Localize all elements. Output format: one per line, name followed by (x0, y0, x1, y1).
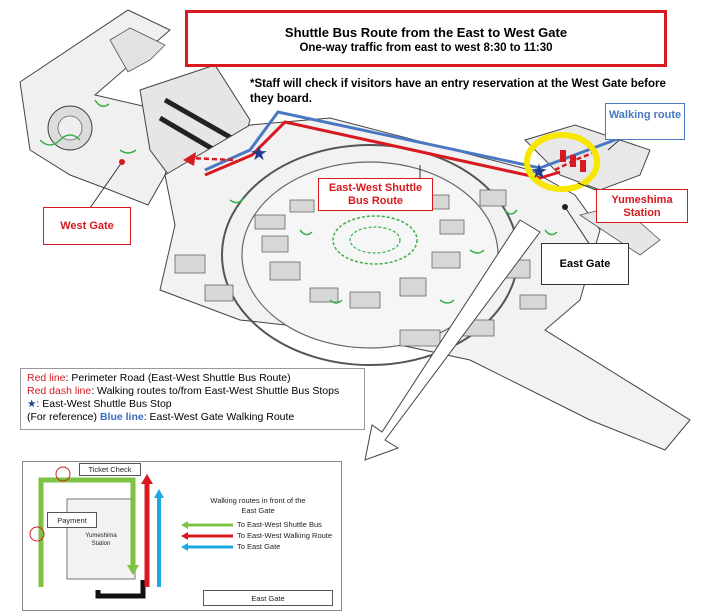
east-gate-dot (562, 204, 568, 210)
bus-stop-star-west: ★ (250, 141, 268, 165)
legend-red-line-text: : Perimeter Road (East-West Shuttle Bus Route) (65, 372, 291, 384)
inset-heading-text-2: East Gate (241, 506, 275, 515)
staff-note: *Staff will check if visitors have an entry reservation at the West Gate before they board. (250, 78, 666, 105)
legend-bus-stop (27, 398, 358, 411)
yumeshima-station-label (596, 189, 688, 223)
payment-text: Payment (57, 516, 87, 525)
east-gate-text: East Gate (559, 258, 611, 270)
legend-bus-stop-text: : East-West Shuttle Bus Stop (36, 398, 172, 410)
title-panel (185, 10, 667, 67)
inset-station-label (73, 532, 129, 548)
inset-station-text-1: Yumeshima (85, 533, 117, 539)
west-gate-text: West Gate (60, 220, 114, 232)
inset-black-route (98, 580, 143, 596)
bus-stop-star-east: ★ (530, 159, 548, 183)
inset-walking-heading (193, 496, 323, 516)
yumeshima-text-1: Yumeshima (611, 194, 673, 206)
walking-route-text: Walking route (608, 109, 682, 121)
inset-heading-text-1: Walking routes in front of the (210, 496, 306, 505)
legend-red-dash (27, 385, 358, 398)
east-gate-inset (22, 461, 342, 611)
legend-red-dash-key: Red dash line (27, 385, 92, 397)
inset-station-text-2: Station (91, 541, 111, 547)
shuttle-route-text-2: Bus Route (348, 195, 403, 207)
page-title: Shuttle Bus Route from the East to West Gate (284, 25, 568, 40)
west-gate-label (43, 207, 131, 245)
inset-red-arrowhead (141, 474, 153, 484)
west-round-building-inner (58, 116, 82, 140)
east-gate-label (541, 243, 629, 285)
legend-red-dash-text: : Walking routes to/from East-West Shuttle Bus Stops (91, 385, 340, 397)
ticket-check-label (79, 463, 141, 476)
ticket-check-text: Ticket Check (88, 465, 132, 474)
inset-legend-cyan-head (181, 543, 188, 551)
shuttle-route-label (318, 178, 433, 211)
inset-route-east-gate: To East Gate (237, 542, 281, 551)
walking-route-label (605, 103, 685, 140)
legend (20, 368, 365, 430)
inset-legend-red-head (181, 532, 188, 540)
legend-blue-line (27, 411, 358, 424)
inset-route-shuttle: To East-West Shuttle Bus (237, 520, 322, 529)
legend-blue-line-key: Blue line (99, 411, 144, 423)
legend-ref-prefix: (For reference) (27, 411, 100, 423)
legend-red-line-key: Red line (27, 372, 66, 384)
shuttle-route-text-1: East-West Shuttle (328, 182, 423, 194)
yumeshima-text-2: Station (623, 207, 661, 219)
payment-label (47, 512, 97, 528)
inset-cyan-arrowhead (154, 489, 164, 498)
inset-east-gate-text: East Gate (251, 594, 285, 603)
inset-legend-green-head (181, 521, 188, 529)
page-subtitle: One-way traffic from east to west 8:30 to 11:30 (299, 42, 553, 54)
inset-route-walking: To East-West Walking Route (237, 531, 333, 540)
legend-red-line (27, 372, 358, 385)
bus-stop-star-icon: ★ (27, 398, 37, 410)
legend-blue-line-text: : East-West Gate Walking Route (143, 411, 295, 423)
west-gate-dot (119, 159, 125, 165)
inset-east-gate-label (203, 590, 333, 606)
